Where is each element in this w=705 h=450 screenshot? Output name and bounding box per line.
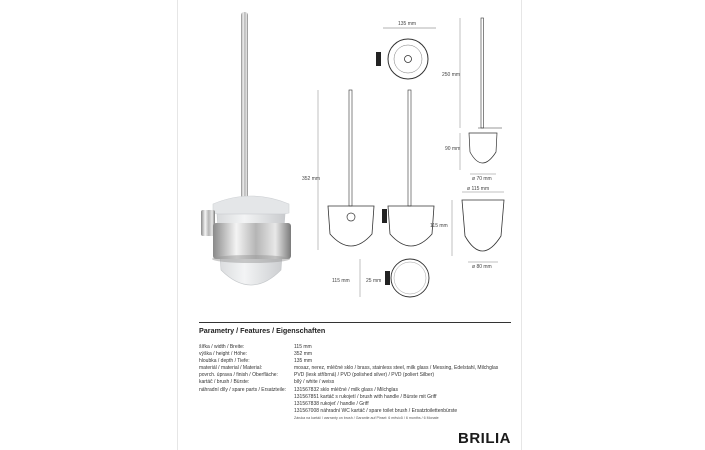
dim-cup-height: 90 mm	[445, 146, 461, 152]
param-label: povrch. úprava / finish / Oberfläche:	[199, 372, 278, 379]
param-row	[199, 379, 511, 386]
param-row	[199, 344, 511, 351]
param-value: 135 mm	[294, 358, 313, 365]
param-label: náhradní díly / spare parts / Ersatzteile:	[199, 386, 286, 393]
param-value: mosaz, nerez, mléčné sklo / brass, stainless steel, milk glass / Messing, Edelstahl, Milchglas	[294, 365, 499, 372]
param-row	[199, 351, 511, 358]
param-label: výška / height / Höhe:	[199, 351, 248, 358]
param-value: 352 mm	[294, 351, 313, 358]
product-photo	[193, 8, 303, 308]
param-value: 115 mm	[294, 344, 312, 350]
param-label: šířka / width / Breite:	[199, 344, 245, 350]
dim-cup-diameter-top: ø 115 mm	[467, 186, 490, 192]
dim-top-view-width: 135 mm	[398, 21, 417, 27]
dim-ring-depth: 25 mm	[366, 278, 382, 284]
param-row	[199, 394, 511, 401]
brand-name: BRILIA	[458, 430, 511, 447]
parameters-list	[199, 344, 511, 415]
section-title: Parametry / Features / Eigenschaften	[199, 326, 326, 335]
param-label	[199, 401, 294, 408]
param-row	[199, 387, 511, 394]
param-label	[199, 394, 294, 401]
dim-brush-height: 250 mm	[442, 72, 461, 78]
param-value: 131567832 sklo mléčné / milk glass / Milchglas	[294, 386, 398, 393]
param-label: materiál / material / Material:	[199, 365, 263, 372]
param-label	[199, 408, 294, 415]
param-row	[199, 408, 511, 415]
section-divider	[199, 322, 511, 323]
param-row	[199, 401, 511, 408]
param-value: 131567851 kartáč s rukojetí / brush with handle / Bürste mit Griff	[294, 393, 437, 400]
param-value: bílý / white / weiss	[294, 379, 335, 386]
dim-cup-base-diameter: ø 80 mm	[472, 264, 492, 270]
param-row	[199, 365, 511, 372]
param-value: PVD (lesk stříbrná) / PVD (polished silver) / PVD (poliert Silber)	[294, 372, 435, 379]
dim-total-height: 352 mm	[302, 176, 321, 182]
dim-ring-height: 115 mm	[332, 278, 350, 284]
param-value: 131567838 rukojeť / handle / Griff	[294, 400, 369, 407]
param-value: 131567008 náhradní WC kartáč / spare toilet brush / Ersatztoilettenbürste	[294, 407, 458, 414]
param-label: kartáč / brush / Bürste:	[199, 379, 250, 386]
dim-cup-side-height: 115 mm	[430, 223, 448, 229]
param-row	[199, 372, 511, 379]
param-label: hloubka / depth / Tiefe:	[199, 358, 250, 365]
warranty-note: Záruka na kartáč / warranty on brush / Garantie auf Pinsel: 6 měsíců / 6 months / 6 Monate	[294, 416, 439, 420]
technical-drawings	[302, 14, 510, 304]
param-row	[199, 358, 511, 365]
dim-cup-diameter-bottom: ø 70 mm	[472, 176, 492, 182]
